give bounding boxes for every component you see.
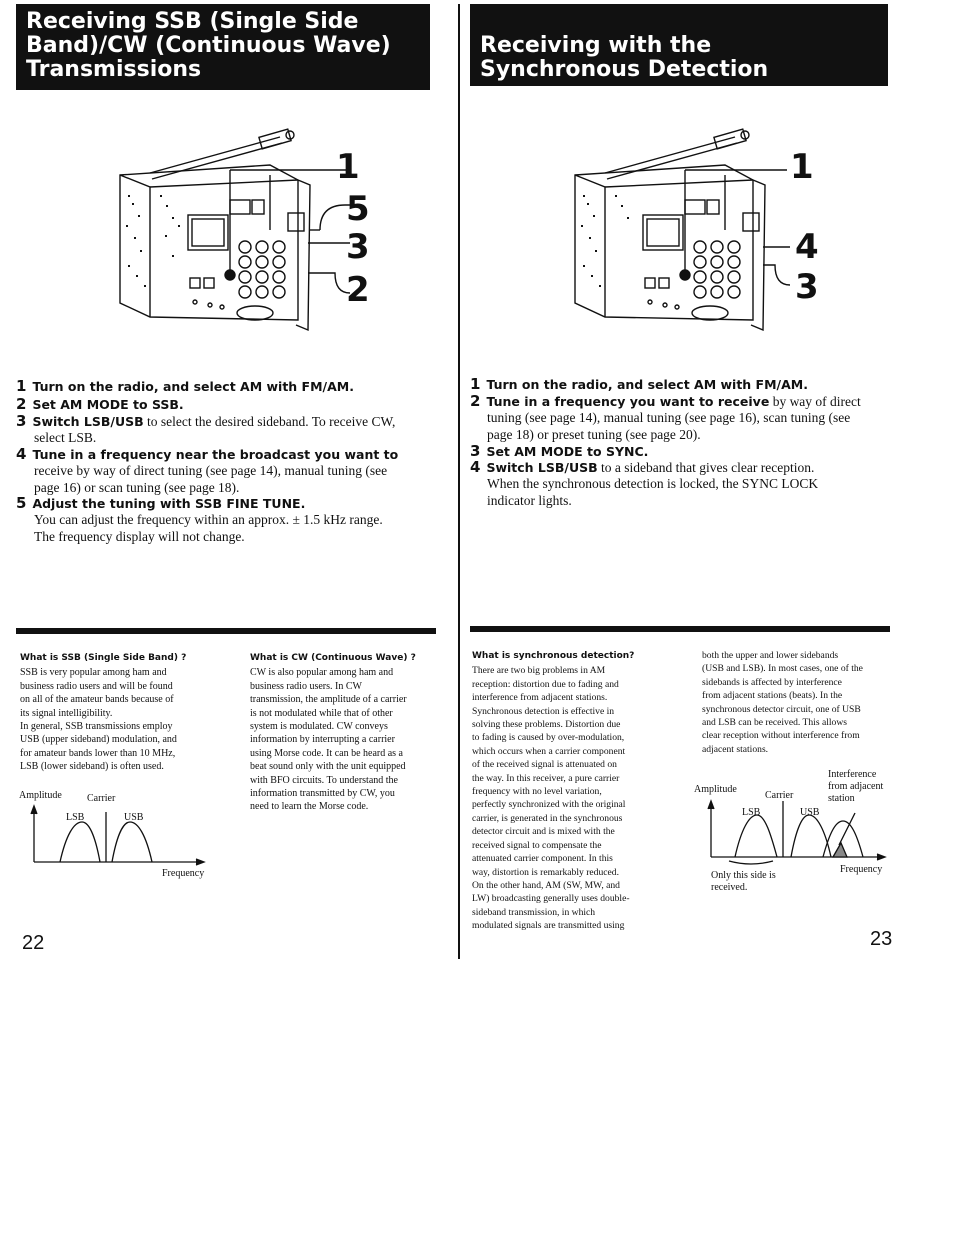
note-line: USB (upper sideband) modulation, and bbox=[20, 734, 177, 746]
left-callout-1: 1 bbox=[336, 147, 360, 187]
left-page-heading bbox=[16, 4, 430, 90]
step-bold-text: Turn on the radio, and select AM with FM/AM. bbox=[32, 379, 354, 394]
note-line: sidebands is affected by interference bbox=[702, 676, 842, 688]
note-line: which occurs when a carrier component bbox=[472, 745, 626, 757]
step-bold-text: Tune in a frequency you want to receive bbox=[486, 394, 770, 409]
step-number: 1 bbox=[16, 377, 27, 395]
note-sync-continued bbox=[702, 649, 897, 756]
note-line: detector circuit and is mixed with the bbox=[472, 826, 615, 838]
ssb-diagram-amplitude: Amplitude bbox=[19, 790, 62, 801]
step-text: by way of direct bbox=[769, 394, 861, 409]
step-continuation: select LSB. bbox=[34, 430, 97, 446]
sync-diagram-usb: USB bbox=[800, 807, 820, 818]
left-step-4 bbox=[16, 446, 436, 496]
step-number: 3 bbox=[16, 412, 27, 430]
note-line: the way. In this receiver, a pure carrier bbox=[472, 772, 620, 784]
note-cw bbox=[250, 652, 440, 814]
note-line: In general, SSB transmissions employ bbox=[20, 721, 173, 733]
right-callout-3: 3 bbox=[795, 267, 819, 307]
note-line: information by interrupting a carrier bbox=[250, 734, 395, 746]
note-line: clear reception without interference from bbox=[702, 730, 860, 742]
left-section-rule bbox=[16, 628, 436, 634]
right-callout-1: 1 bbox=[790, 147, 814, 187]
left-heading-line-3: Transmissions bbox=[26, 57, 202, 82]
page-divider bbox=[458, 4, 460, 959]
note-line: information transmitted by CW, you bbox=[250, 788, 395, 800]
left-step-2 bbox=[16, 396, 436, 413]
step-number: 5 bbox=[16, 494, 27, 512]
note-line: beat sound only with the unit equipped bbox=[250, 761, 406, 773]
note-line: of the received signal is attenuated on bbox=[472, 759, 617, 771]
note-line: LSB (lower sideband) is often used. bbox=[20, 761, 164, 773]
sync-diagram-only-side-1: Only this side is bbox=[711, 870, 776, 881]
note-line: with BFO circuits. To understand the bbox=[250, 774, 398, 786]
ssb-diagram-usb: USB bbox=[124, 812, 144, 823]
right-page-heading bbox=[470, 4, 888, 86]
note-line: from adjacent stations (beats). In the bbox=[702, 690, 843, 702]
step-continuation: page 16) or scan tuning (see page 18). bbox=[34, 479, 240, 495]
step-text: to a sideband that gives clear reception. bbox=[597, 460, 815, 475]
note-line: using Morse code. It can be heard as a bbox=[250, 747, 403, 759]
note-line: adjacent stations. bbox=[702, 743, 769, 755]
right-page-number: 23 bbox=[870, 928, 893, 950]
note-line: to fading is caused by over-modulation, bbox=[472, 732, 625, 744]
note-line: its signal intelligibility. bbox=[20, 707, 113, 719]
radio-illustration-right bbox=[565, 125, 805, 350]
step-continuation: indicator lights. bbox=[487, 492, 572, 508]
step-bold-text: Set AM MODE to SYNC. bbox=[486, 444, 649, 459]
note-line: business radio users and will be found bbox=[20, 680, 173, 692]
sync-diagram-only-side-2: received. bbox=[711, 882, 748, 893]
right-section-rule bbox=[470, 626, 890, 632]
sync-diagram-interference-3: station bbox=[828, 793, 855, 804]
note-line: and LSB can be received. This allows bbox=[702, 717, 848, 729]
left-heading-line-2: Band)/CW (Continuous Wave) bbox=[26, 33, 391, 58]
note-ssb-title: What is SSB (Single Side Band) ? bbox=[20, 653, 187, 663]
step-bold-text: Adjust the tuning with SSB FINE TUNE. bbox=[32, 496, 306, 511]
note-line: LW) broadcasting generally uses double- bbox=[472, 893, 630, 905]
step-bold-text: Switch LSB/USB bbox=[32, 414, 144, 429]
note-line: modulated signals are transmitted using bbox=[472, 920, 625, 932]
note-line: carrier, is generated in the synchronous bbox=[472, 812, 623, 824]
note-line: way, distortion is remarkably reduced. bbox=[472, 866, 619, 878]
ssb-diagram-frequency: Frequency bbox=[162, 868, 205, 879]
left-step-3 bbox=[16, 413, 436, 447]
note-line: is not modulated while that of other bbox=[250, 707, 393, 719]
step-bold-text: Turn on the radio, and select AM with FM/AM. bbox=[486, 377, 808, 392]
right-callout-4: 4 bbox=[795, 227, 819, 267]
note-line: business radio users. In CW bbox=[250, 680, 362, 692]
step-number: 2 bbox=[16, 395, 27, 413]
note-sync-title: What is synchronous detection? bbox=[472, 651, 635, 661]
step-continuation: page 18) or preset tuning (see page 20). bbox=[487, 426, 701, 442]
note-line: CW is also popular among ham and bbox=[250, 667, 394, 679]
left-page-number: 22 bbox=[22, 932, 45, 954]
left-callout-2: 2 bbox=[346, 270, 370, 310]
note-line: transmission, the amplitude of a carrier bbox=[250, 694, 407, 706]
right-heading-line-2: Synchronous Detection bbox=[480, 57, 769, 82]
note-line: attenuated carrier component. In this bbox=[472, 853, 613, 865]
sync-diagram-interference-2: from adjacent bbox=[828, 781, 884, 792]
step-number: 2 bbox=[470, 392, 481, 410]
step-bold-text: Set AM MODE to SSB. bbox=[32, 397, 184, 412]
step-continuation: receive by way of direct tuning (see page 14), manual tuning (see bbox=[34, 463, 388, 479]
note-line: both the upper and lower sidebands bbox=[702, 650, 839, 661]
step-continuation: You can adjust the frequency within an approx. ± 1.5 kHz range. bbox=[34, 512, 383, 528]
ssb-diagram-lsb: LSB bbox=[66, 812, 85, 823]
note-line: system is modulated. CW conveys bbox=[250, 721, 388, 733]
step-continuation: When the synchronous detection is locked, the SYNC LOCK bbox=[487, 476, 819, 492]
note-line: interference from adjacent stations. bbox=[472, 692, 608, 704]
left-heading-line-1: Receiving SSB (Single Side bbox=[26, 9, 359, 34]
sync-diagram-carrier: Carrier bbox=[765, 790, 794, 801]
sync-diagram-lsb: LSB bbox=[742, 807, 761, 818]
step-number: 4 bbox=[470, 458, 481, 476]
note-line: frequency with no level variation, bbox=[472, 786, 602, 798]
right-step-3 bbox=[470, 443, 900, 460]
note-line: need to learn the Morse code. bbox=[250, 801, 369, 813]
left-step-1 bbox=[16, 378, 436, 395]
note-line: on all of the amateur bands because of bbox=[20, 694, 174, 706]
ssb-sideband-diagram bbox=[30, 800, 210, 870]
step-continuation: tuning (see page 14), manual tuning (see page 16), scan tuning (see bbox=[487, 410, 851, 426]
right-step-4 bbox=[470, 459, 900, 509]
note-line: perfectly synchronized with the original bbox=[472, 799, 626, 811]
note-line: for amateur bands lower than 10 MHz, bbox=[20, 747, 176, 759]
note-line: solving these problems. Distortion due bbox=[472, 719, 621, 731]
note-line: There are two big problems in AM bbox=[472, 665, 606, 677]
left-step-5 bbox=[16, 495, 436, 545]
sync-diagram-interference-1: Interference bbox=[828, 769, 877, 780]
step-number: 3 bbox=[470, 442, 481, 460]
left-callout-3: 3 bbox=[346, 227, 370, 267]
sync-sideband-diagram bbox=[705, 795, 890, 875]
ssb-diagram-carrier: Carrier bbox=[87, 793, 116, 804]
note-ssb bbox=[20, 652, 235, 774]
note-sync bbox=[472, 650, 672, 933]
step-bold-text: Tune in a frequency near the broadcast you want to bbox=[32, 447, 399, 462]
note-line: (USB and LSB). In most cases, one of the bbox=[702, 663, 863, 675]
step-number: 1 bbox=[470, 375, 481, 393]
left-callout-5: 5 bbox=[346, 189, 370, 229]
note-line: received signal to compensate the bbox=[472, 839, 602, 851]
step-number: 4 bbox=[16, 445, 27, 463]
right-step-1 bbox=[470, 376, 900, 393]
step-text: to select the desired sideband. To receive CW, bbox=[143, 414, 396, 429]
sync-diagram-frequency: Frequency bbox=[840, 864, 883, 875]
note-line: synchronous detector circuit, one of USB bbox=[702, 703, 861, 715]
step-continuation: The frequency display will not change. bbox=[34, 528, 245, 544]
right-heading-line-1: Receiving with the bbox=[480, 33, 712, 58]
note-cw-title: What is CW (Continuous Wave) ? bbox=[250, 653, 416, 663]
right-step-2 bbox=[470, 393, 900, 443]
note-line: reception: distortion due to fading and bbox=[472, 678, 619, 690]
sync-diagram-amplitude: Amplitude bbox=[694, 784, 737, 795]
note-line: SSB is very popular among ham and bbox=[20, 667, 167, 679]
note-line: Synchronous detection is effective in bbox=[472, 705, 615, 717]
note-line: sideband transmission, in which bbox=[472, 906, 596, 918]
note-line: On the other hand, AM (SW, MW, and bbox=[472, 879, 620, 891]
step-bold-text: Switch LSB/USB bbox=[486, 460, 598, 475]
